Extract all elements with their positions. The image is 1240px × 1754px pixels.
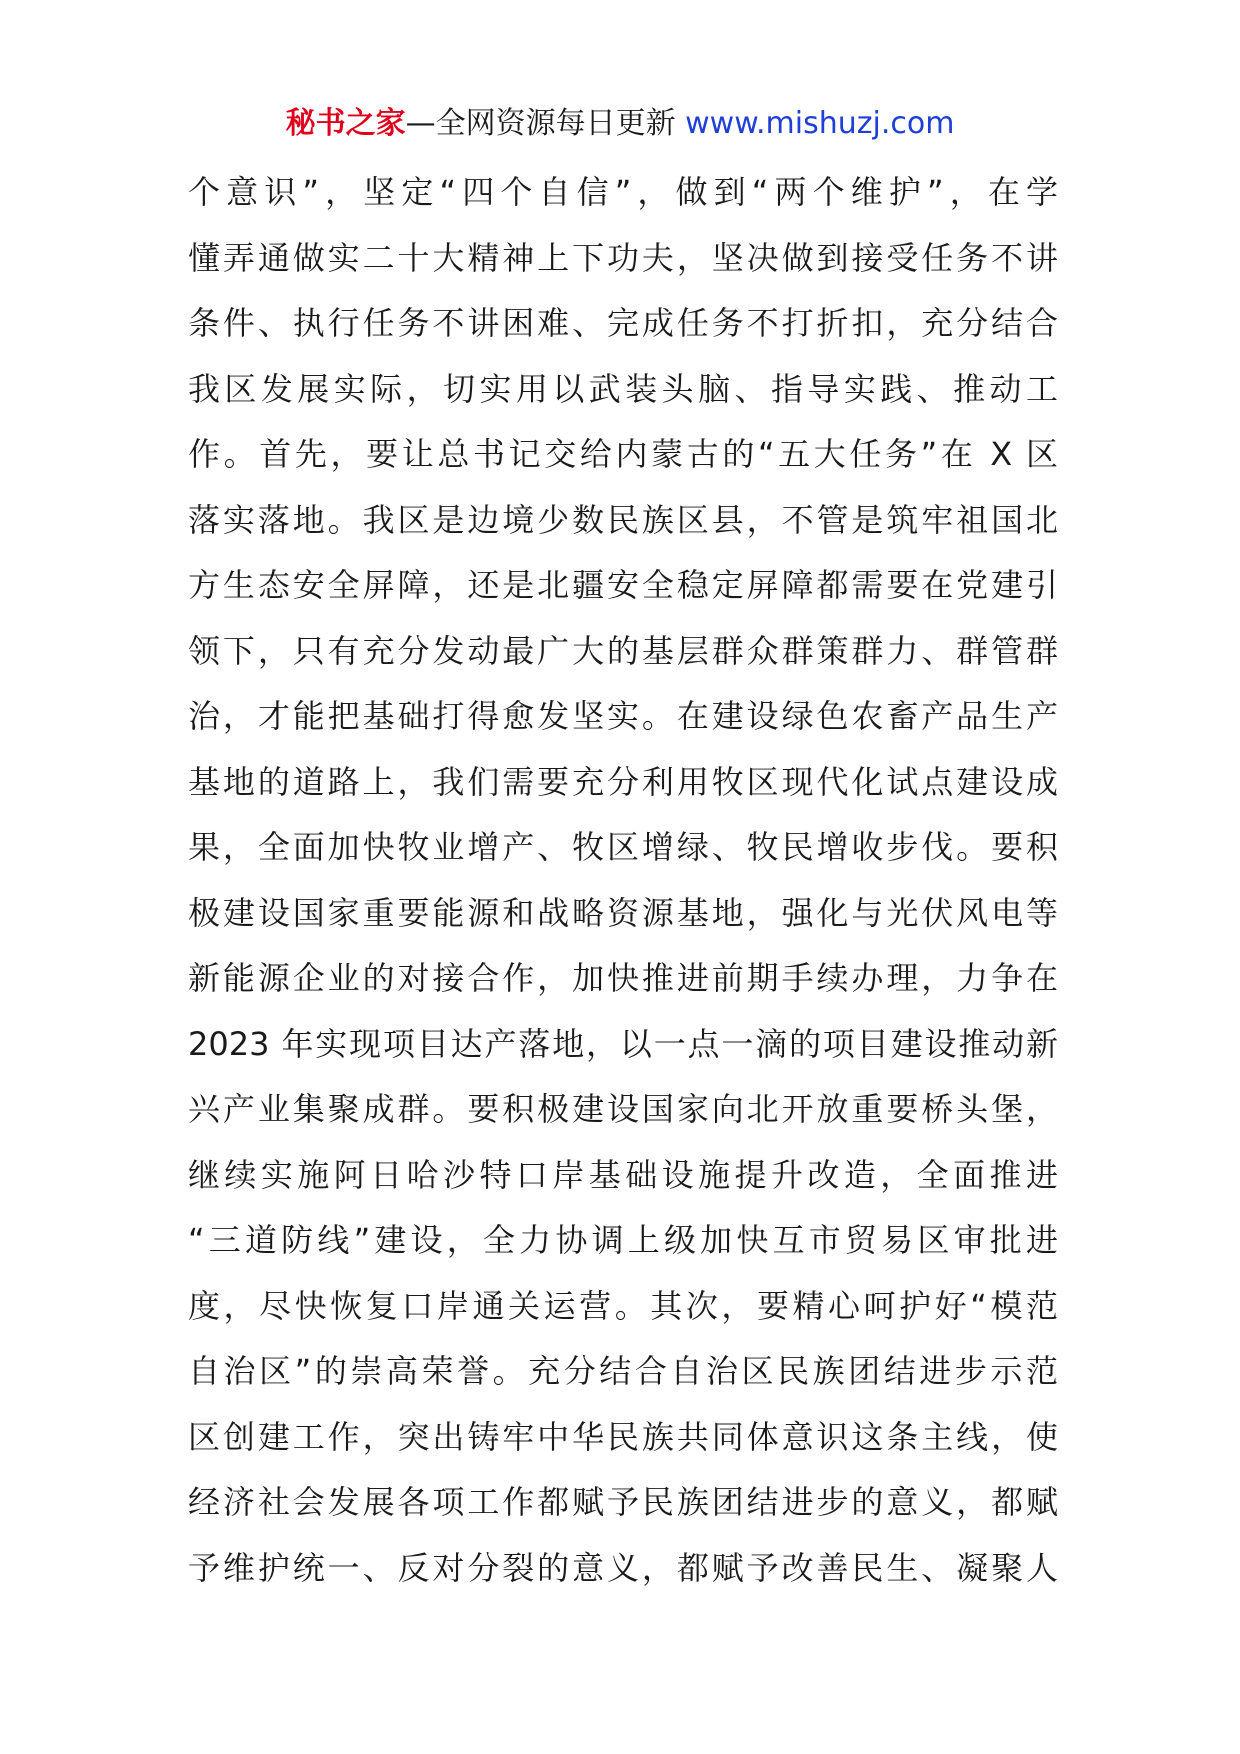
body-line: 懂弄通做实二十大精神上下功夫，坚决做到接受任务不讲 [188, 238, 1058, 277]
body-line: 方生态安全屏障，还是北疆安全稳定屏障都需要在党建引 [188, 566, 1058, 604]
body-line: 自治区”的崇高荣誉。充分结合自治区民族团结进步示范 [188, 1352, 1058, 1390]
body-line: 个意识”，坚定“四个自信”，做到“两个维护”，在学 [188, 173, 1058, 211]
body-line: 区创建工作，突出铸牢中华民族共同体意识这条主线，使 [188, 1417, 1058, 1456]
site-url-link[interactable]: www.mishuzj.com [685, 106, 955, 141]
body-line: 经济社会发展各项工作都赋予民族团结进步的意义，都赋 [188, 1483, 1058, 1521]
body-line: 治，才能把基础打得愈发坚实。在建设绿色农畜产品生产 [188, 697, 1058, 735]
body-line: 2023 年实现项目达产落地，以一点一滴的项目建设推动新 [188, 1024, 1058, 1063]
body-line: 基地的道路上，我们需要充分利用牧区现代化试点建设成 [188, 762, 1058, 801]
body-line: 落实落地。我区是边境少数民族区县，不管是筑牢祖国北 [188, 500, 1058, 539]
body-line: “三道防线”建设，全力协调上级加快互市贸易区审批进 [188, 1221, 1058, 1259]
site-tagline: —全网资源每日更新 [405, 106, 676, 141]
body-line: 度，尽快恢复口岸通关运营。其次，要精心呵护好“模范 [188, 1286, 1058, 1325]
body-line: 兴产业集聚成群。要积极建设国家向北开放重要桥头堡， [188, 1090, 1058, 1128]
body-line: 极建设国家重要能源和战略资源基地，强化与光伏风电等 [188, 893, 1058, 932]
body-line: 作。首先，要让总书记交给内蒙古的“五大任务”在 X 区 [188, 435, 1058, 473]
body-line: 我区发展实际，切实用以武装头脑、指导实践、推动工 [188, 369, 1058, 408]
body-line: 领下，只有充分发动最广大的基层群众群策群力、群管群 [188, 631, 1058, 670]
document-body [188, 160, 1058, 1601]
body-line: 继续实施阿日哈沙特口岸基础设施提升改造，全面推进 [188, 1155, 1058, 1194]
body-line: 条件、执行任务不讲困难、完成任务不打折扣，充分结合 [188, 304, 1058, 342]
site-header [0, 104, 1240, 144]
body-line: 予维护统一、反对分裂的意义，都赋予改善民生、凝聚人 [188, 1548, 1058, 1587]
body-line: 新能源企业的对接合作，加快推进前期手续办理，力争在 [188, 959, 1058, 997]
body-line: 果，全面加快牧业增产、牧区增绿、牧民增收步伐。要积 [188, 828, 1058, 866]
site-brand-name: 秘书之家 [285, 106, 406, 141]
